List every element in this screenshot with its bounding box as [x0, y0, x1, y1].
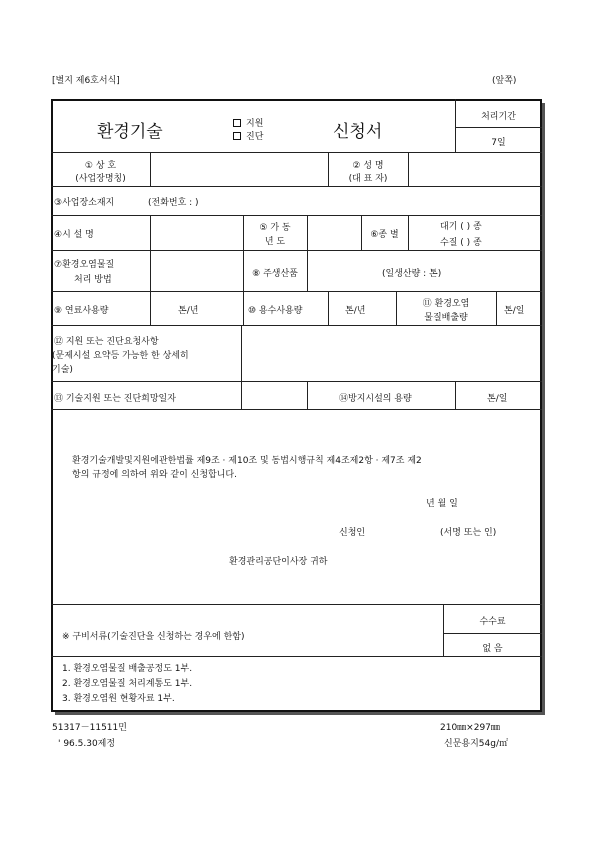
fuel-usage-unit: 톤/년 — [178, 306, 199, 316]
request-field[interactable] — [242, 326, 540, 380]
signature-label: (서명 또는 인) — [440, 528, 497, 538]
form-number: 51317－11511민 — [52, 723, 127, 733]
processing-period-value: 7일 — [491, 138, 506, 148]
business-name-sub: (사업장명칭) — [75, 174, 126, 184]
statement-line2: 항의 규정에 의하여 위와 같이 신청합니다. — [72, 470, 237, 480]
treatment-method-label: ⑦환경오염물질 — [54, 260, 115, 270]
address-label: ③사업장소재지 — [54, 198, 115, 208]
emission-unit: 톤/일 — [504, 306, 525, 316]
representative-field[interactable] — [409, 153, 541, 185]
processing-period-label: 처리기간 — [481, 112, 516, 122]
rule — [51, 604, 542, 605]
capacity-label: ⑭방지시설의 용량 — [339, 394, 412, 404]
rule — [307, 250, 308, 291]
water-class: 수질 ( ) 종 — [440, 238, 482, 248]
facility-name-field[interactable] — [151, 216, 242, 249]
desired-date-label: ⑬ 기술지원 또는 진단희망일자 — [54, 394, 176, 404]
fuel-usage-label: ⑨ 연료사용량 — [54, 306, 109, 316]
rule — [455, 381, 456, 409]
option-support-label: 지원 — [246, 119, 264, 129]
doc-item-2: 2. 환경오염물질 처리계통도 1부. — [62, 679, 193, 689]
checkbox-icon[interactable] — [233, 119, 241, 127]
request-sub2: 기술) — [52, 365, 73, 375]
request-label: ⑫ 지원 또는 진단요청사항 — [54, 337, 159, 347]
doc-item-3: 3. 환경오염원 현황자료 1부. — [62, 694, 175, 704]
phone-label: (전화번호 : ) — [148, 198, 199, 208]
rule — [496, 291, 497, 325]
required-docs-header: ※ 구비서류(기술진단을 신청하는 경우에 한함) — [62, 632, 245, 642]
rule — [150, 291, 151, 325]
enact-date: ' 96.5.30제정 — [58, 739, 116, 749]
rule — [328, 291, 329, 325]
representative-sub: (대 표 자) — [348, 174, 388, 184]
treatment-method-sub: 처리 방법 — [74, 275, 112, 285]
representative-label: ② 성 명 — [352, 161, 384, 171]
address-field[interactable] — [300, 187, 540, 214]
title-right: 신청서 — [333, 122, 383, 142]
fee-value: 없 음 — [482, 644, 503, 654]
desired-date-field[interactable] — [242, 382, 306, 408]
recipient: 환경관리공단이사장 귀하 — [229, 557, 328, 567]
option-diagnosis-label: 진단 — [246, 132, 264, 142]
doc-item-1: 1. 환경오염물질 배출공정도 1부. — [62, 664, 193, 674]
request-sub: (문제시설 요약등 가능한 한 상세히 — [52, 351, 189, 361]
emission-label: ⑪ 환경오염 — [422, 299, 470, 309]
rule — [51, 250, 542, 251]
business-name-label: ① 상 호 — [84, 161, 117, 171]
rule — [243, 291, 244, 325]
applicant-label: 신청인 — [339, 528, 366, 538]
business-name-field[interactable] — [151, 153, 327, 185]
rule — [443, 633, 542, 634]
operation-year-sub: 년 도 — [264, 237, 286, 247]
option-support[interactable] — [233, 116, 263, 129]
capacity-unit: 톤/일 — [487, 394, 508, 404]
frame-shadow-bottom — [55, 712, 545, 715]
operation-year-label: ⑤ 가 동 — [259, 223, 291, 233]
rule — [408, 215, 409, 250]
rule — [307, 381, 308, 409]
rule — [51, 656, 542, 657]
title-left: 환경기술 — [97, 122, 163, 142]
treatment-method-field[interactable] — [151, 251, 242, 290]
water-usage-label: ⑩ 용수사용량 — [248, 306, 303, 316]
daily-output-label: (일생산량 : 톤) — [382, 269, 442, 279]
rule — [51, 409, 542, 410]
rule — [51, 291, 542, 292]
frame-shadow-right — [542, 103, 545, 714]
page-side-label: (앞쪽) — [492, 76, 517, 86]
class-label: ⑥종 별 — [370, 230, 399, 240]
operation-year-field[interactable] — [308, 216, 360, 249]
main-product-label: ⑧ 주생산품 — [252, 269, 298, 279]
statement-line1: 환경기술개발및지원에관한법률 제9조 · 제10조 및 동법시행규칙 제4조제2항 · 제7조 제2 — [72, 456, 422, 466]
date-line: 년 월 일 — [426, 499, 458, 509]
checkbox-icon[interactable] — [233, 132, 241, 140]
air-class: 대기 ( ) 종 — [440, 222, 482, 232]
rule — [51, 215, 542, 216]
fee-label: 수수료 — [479, 617, 506, 627]
emission-sub: 물질배출량 — [424, 313, 468, 323]
option-diagnosis[interactable] — [233, 129, 263, 142]
rule — [455, 127, 542, 128]
facility-name-label: ④시 설 명 — [54, 230, 94, 240]
paper-type: 신문용지54g/㎡ — [444, 739, 508, 749]
paper-size: 210㎜×297㎜ — [440, 723, 500, 733]
water-usage-unit: 톤/년 — [345, 306, 366, 316]
form-code: [별지 제6호서식] — [52, 76, 120, 86]
